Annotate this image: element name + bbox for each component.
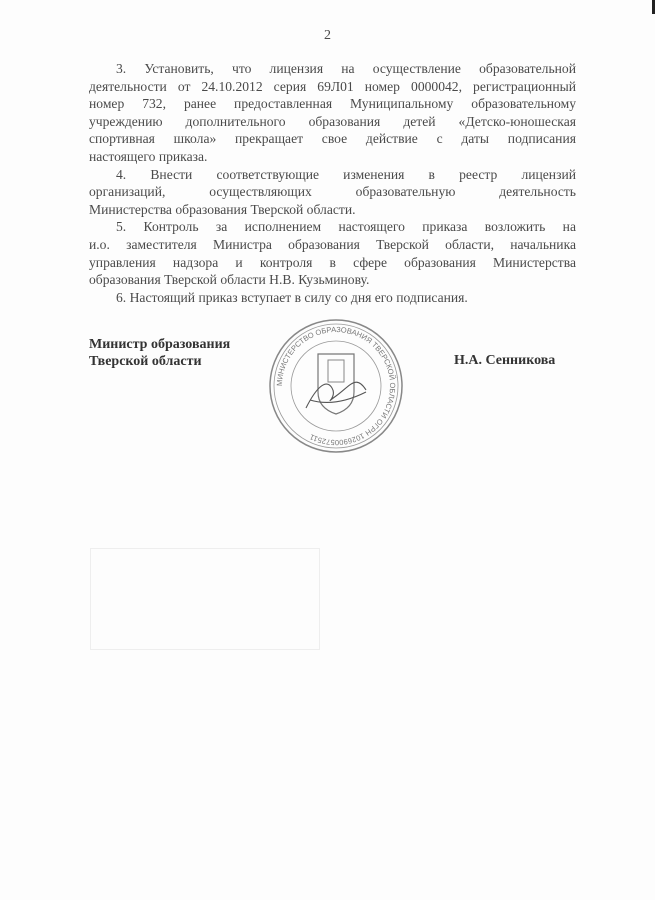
text-line: 6. Настоящий приказ вступает в силу со дня его подписания. xyxy=(116,289,468,305)
handwritten-signature xyxy=(306,382,366,408)
coat-of-arms-icon xyxy=(318,354,354,414)
text-line: спортивная школа» прекращает свое действие с даты подписания xyxy=(89,131,576,147)
paragraph-6 xyxy=(89,289,576,307)
signatory-position xyxy=(89,337,230,370)
text-line: 3. Установить, что лицензия на осуществление образовательной xyxy=(116,61,576,76)
text-line: Министерства образования Тверской области. xyxy=(89,201,356,217)
text-line: образования Тверской области Н.В. Кузьминову. xyxy=(89,272,370,288)
text-line: 5. Контроль за исполнением настоящего приказа возложить на xyxy=(116,219,576,235)
stamp-text: МИНИСТЕРСТВО ОБРАЗОВАНИЯ ТВЕРСКОЙ ОБЛАСТИ ОГРН 1026900572511 xyxy=(274,324,398,448)
text-line: организаций, осуществляющих образовательную деятельность xyxy=(89,184,576,200)
paragraph-4 xyxy=(89,166,576,219)
official-stamp xyxy=(266,316,406,456)
paragraph-3 xyxy=(89,60,576,166)
paragraph-5 xyxy=(89,218,576,288)
order-body xyxy=(89,60,576,306)
text-line: и.о. заместителя Министра образования Тверской области, начальника xyxy=(89,236,576,252)
text-line: деятельности от 24.10.2012 серия 69Л01 номер 0000042, регистрационный xyxy=(89,78,576,94)
text-line: учреждению дополнительного образования детей «Детско-юношеская xyxy=(89,113,576,129)
signatory-name: Н.А. Сенникова xyxy=(454,353,556,368)
bleed-through-box xyxy=(90,548,320,650)
text-line: номер 732, ранее предоставленная Муниципальному образовательному xyxy=(89,96,576,112)
position-line-2: Тверской области xyxy=(89,353,202,369)
text-line: управления надзора и контроля в сфере образования Министерства xyxy=(89,254,576,270)
position-line-1: Министр образования xyxy=(89,337,231,352)
text-line: настоящего приказа. xyxy=(89,148,208,164)
page-number: 2 xyxy=(324,28,331,43)
text-line: 4. Внести соответствующие изменения в реестр лицензий xyxy=(116,166,576,182)
